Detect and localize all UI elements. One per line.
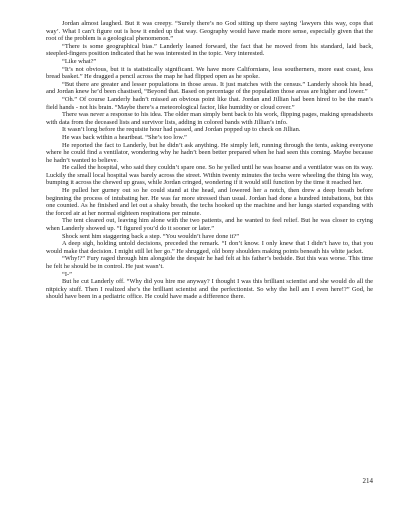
paragraph: “There is some geographical bias.” Landerly leaned forward, the fact that he moved from his standard, laid back, steepled-fingers position indicated that he was interested in the topic. Very interested.: [46, 42, 373, 58]
paragraph: “Oh.” Of course Landerly hadn’t missed an obvious point like that. Jordan and Jillian had been hired to be the man’s field hands - not his brain. “Maybe there’s a meteorological factor, like humidity or cloud cover.”: [46, 95, 373, 111]
paragraph: He pulled her gurney out so he could stand at the head, and lowered her a notch, then drew a deep breath before beginning the process of intubating her. He was far more stressed than usual. Jordan had done a hundred intubations, but this one counted. As he finished and let out a shaky breath, the techs hooked up the machine and her lungs started expanding with the forced air at her normal eighteen respirations per minute.: [46, 187, 373, 217]
paragraph: There was never a response to his idea. The older man simply bent back to his work, flipping pages, making spreadsheets with data from the deceased lists and survivor lists, adding in colored bands with Jillian’s info.: [46, 111, 373, 126]
paragraph: But he cut Landerly off. “Why did you hire me anyway? I thought I was this brilliant scientist and she would do all the nitpicky stuff. Then I realized she’s the brilliant scientist and the perfectionist. So why the hell am I even here!?” God, he should have been in a pediatric office. He could have made a difference there.: [46, 278, 373, 301]
paragraph: A deep sigh, holding untold decisions, preceded the remark. “I don’t know. I only knew that I didn’t have to, that you would make that decision. I might still let her go.” He shrugged, old bony shoulders making points beneath his white jacket.: [46, 240, 373, 255]
paragraph: “Why!?” Fury raged through him alongside the despair he had felt at his father’s bedside. But this was worse. This time he felt he should be in control. He just wasn’t.: [46, 255, 373, 270]
paragraph: Jordan almost laughed. But it was creepy. “Surely there’s no God sitting up there saying ‘lawyers this way, cops that way’. What I can’t figure out is how it ended up that way. Geography would have made more sense, especially given that the root of the problem is a geological phenomenon.”: [46, 20, 373, 43]
paragraph: The tent cleared out, leaving him alone with the two patients, and he wanted to feel relief. But he was closer to crying when Landerly showed up. “I figured you’d do it sooner or later.”: [46, 217, 373, 233]
paragraph: “But there are greater and lesser populations in those areas. It just matches with the census.” Landerly shook his head, and Jordan knew he’d been chastised, “Beyond that. Based on percentage of the population those areas are higher and lower.”: [46, 80, 373, 96]
paragraph: “Like what?”: [62, 57, 97, 65]
paragraph: He was back within a heartbeat. “She’s too low.”: [62, 133, 187, 141]
paragraph: He reported the fact to Landerly, but he didn’t ask anything. He simply left, running through the tents, asking everyone where he could find a ventilator, wondering why he hadn’t been better prepared when he had seen this coming. Maybe because he hadn’t wanted to believe.: [46, 141, 373, 164]
paragraph: He called the hospital, who said they couldn’t spare one. So he yelled until he was hoarse and a ventilator was on its way. Luckily the small local hospital was barely across the street. Within twenty minutes the techs were wheeling the thing his way, bumping it across the chewed up grass, while Jordan cringed, wondering if it would still function by the time it reached her.: [46, 164, 373, 187]
page-number: 214: [362, 477, 373, 485]
paragraph: “I-”: [62, 270, 72, 278]
paragraph: It wasn’t long before the requisite hour had passed, and Jordan popped up to check on Jillian.: [62, 126, 301, 134]
paragraph: Shock sent him staggering back a step. “You wouldn’t have done it?”: [62, 232, 240, 240]
paragraph: “It’s not obvious, but it is statistically significant. We have more Californians, less southerners, more east coast, less bread basket.” He dragged a pencil across the map he had flipped open as he spoke.: [46, 65, 373, 81]
